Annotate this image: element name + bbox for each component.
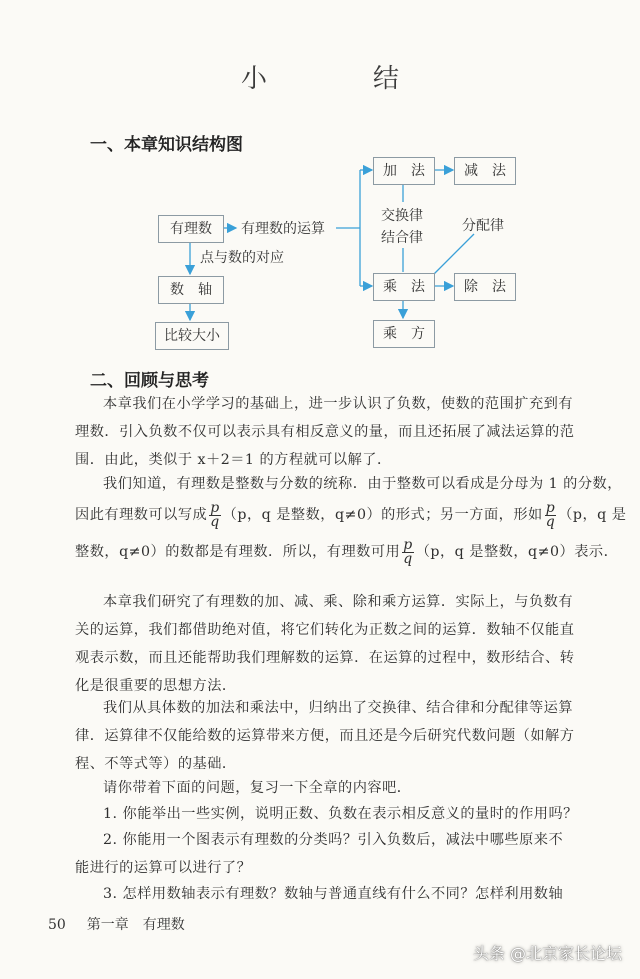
node-multiply: 乘 法 (373, 273, 435, 301)
paragraph-2: 我们知道，有理数是整数与分数的统称．由于整数可以看成是分母为 1 的分数， 因此有理数可以写成 $\frac{p}{q}$ （p，q 是整数，q≠0）的形式；另一方面，形如 $\frac{p}{q}$ （p，q 是 整数，q≠0）的数都是有理数．所以，有理数可用 $\frac{p}{q}$ （p，q 是整数，q≠0）表示． (75, 476, 627, 567)
diagram-arrows (0, 150, 640, 360)
node-power: 乘 方 (373, 320, 435, 348)
question-3: 3. 怎样用数轴表示有理数？数轴与普通直线有什么不同？怎样利用数轴 (103, 886, 564, 902)
node-rational: 有理数 (158, 215, 224, 243)
page-footer (48, 914, 185, 934)
knowledge-structure-diagram (0, 150, 640, 360)
section2-heading: 二、回顾与思考 (90, 371, 209, 391)
fraction-p-over-q: $\frac{p}{q}$ (210, 499, 220, 530)
paragraph-5: 请你带着下面的问题，复习一下全章的内容吧． (103, 780, 412, 796)
label-distributive: 分配律 (462, 218, 504, 234)
fraction-p-over-q: $\frac{p}{q}$ (403, 536, 413, 567)
node-subtract: 减 法 (454, 157, 516, 185)
page-number: 50 (48, 917, 66, 933)
node-number-axis: 数 轴 (158, 276, 224, 304)
watermark-text: 头条 @北京家长论坛 (472, 944, 622, 963)
label-point-correspondence: 点与数的对应 (200, 250, 284, 266)
question-2: 2. 你能用一个图表示有理数的分类吗？引入负数后，减法中哪些原来不 能进行的运算可以进行了？ (75, 832, 564, 876)
chapter-label: 第一章 有理数 (86, 917, 185, 933)
section1-heading: 一、本章知识结构图 (90, 135, 243, 155)
fraction-p-over-q: $\frac{p}{q}$ (545, 499, 556, 530)
node-add: 加 法 (373, 157, 435, 185)
paragraph-3: 本章我们研究了有理数的加、减、乘、除和乘方运算．实际上，与负数有 关的运算，我们都借助绝对值，将它们转化为正数之间的运算．数轴不仅能直 观表示数，而且还能帮助我们理解数的运算．在运算的过程中，数形结合、转 化是很重要的思想方法． (75, 594, 575, 694)
paragraph-1: 本章我们在小学学习的基础上，进一步认识了负数，使数的范围扩充到有 理数．引入负数不仅可以表示具有相反意义的量，而且还拓展了减法运算的范 围．由此，类似于 x＋2＝1 的方程就可以解了． (75, 396, 575, 468)
paragraph-4: 我们从具体数的加法和乘法中，归纳出了交换律、结合律和分配律等运算 律．运算律不仅能给数的运算带来方便，而且还是今后研究代数问题（如解方 程、不等式等）的基础． (75, 700, 575, 772)
label-associative: 结合律 (381, 230, 423, 246)
page-title: 小 结 (240, 64, 439, 94)
node-divide: 除 法 (454, 273, 516, 301)
label-commutative: 交换律 (381, 208, 423, 224)
node-compare: 比较大小 (155, 322, 229, 350)
question-1: 1. 你能举出一些实例，说明正数、负数在表示相反意义的量时的作用吗？ (103, 806, 578, 822)
node-operations: 有理数的运算 (241, 221, 325, 237)
